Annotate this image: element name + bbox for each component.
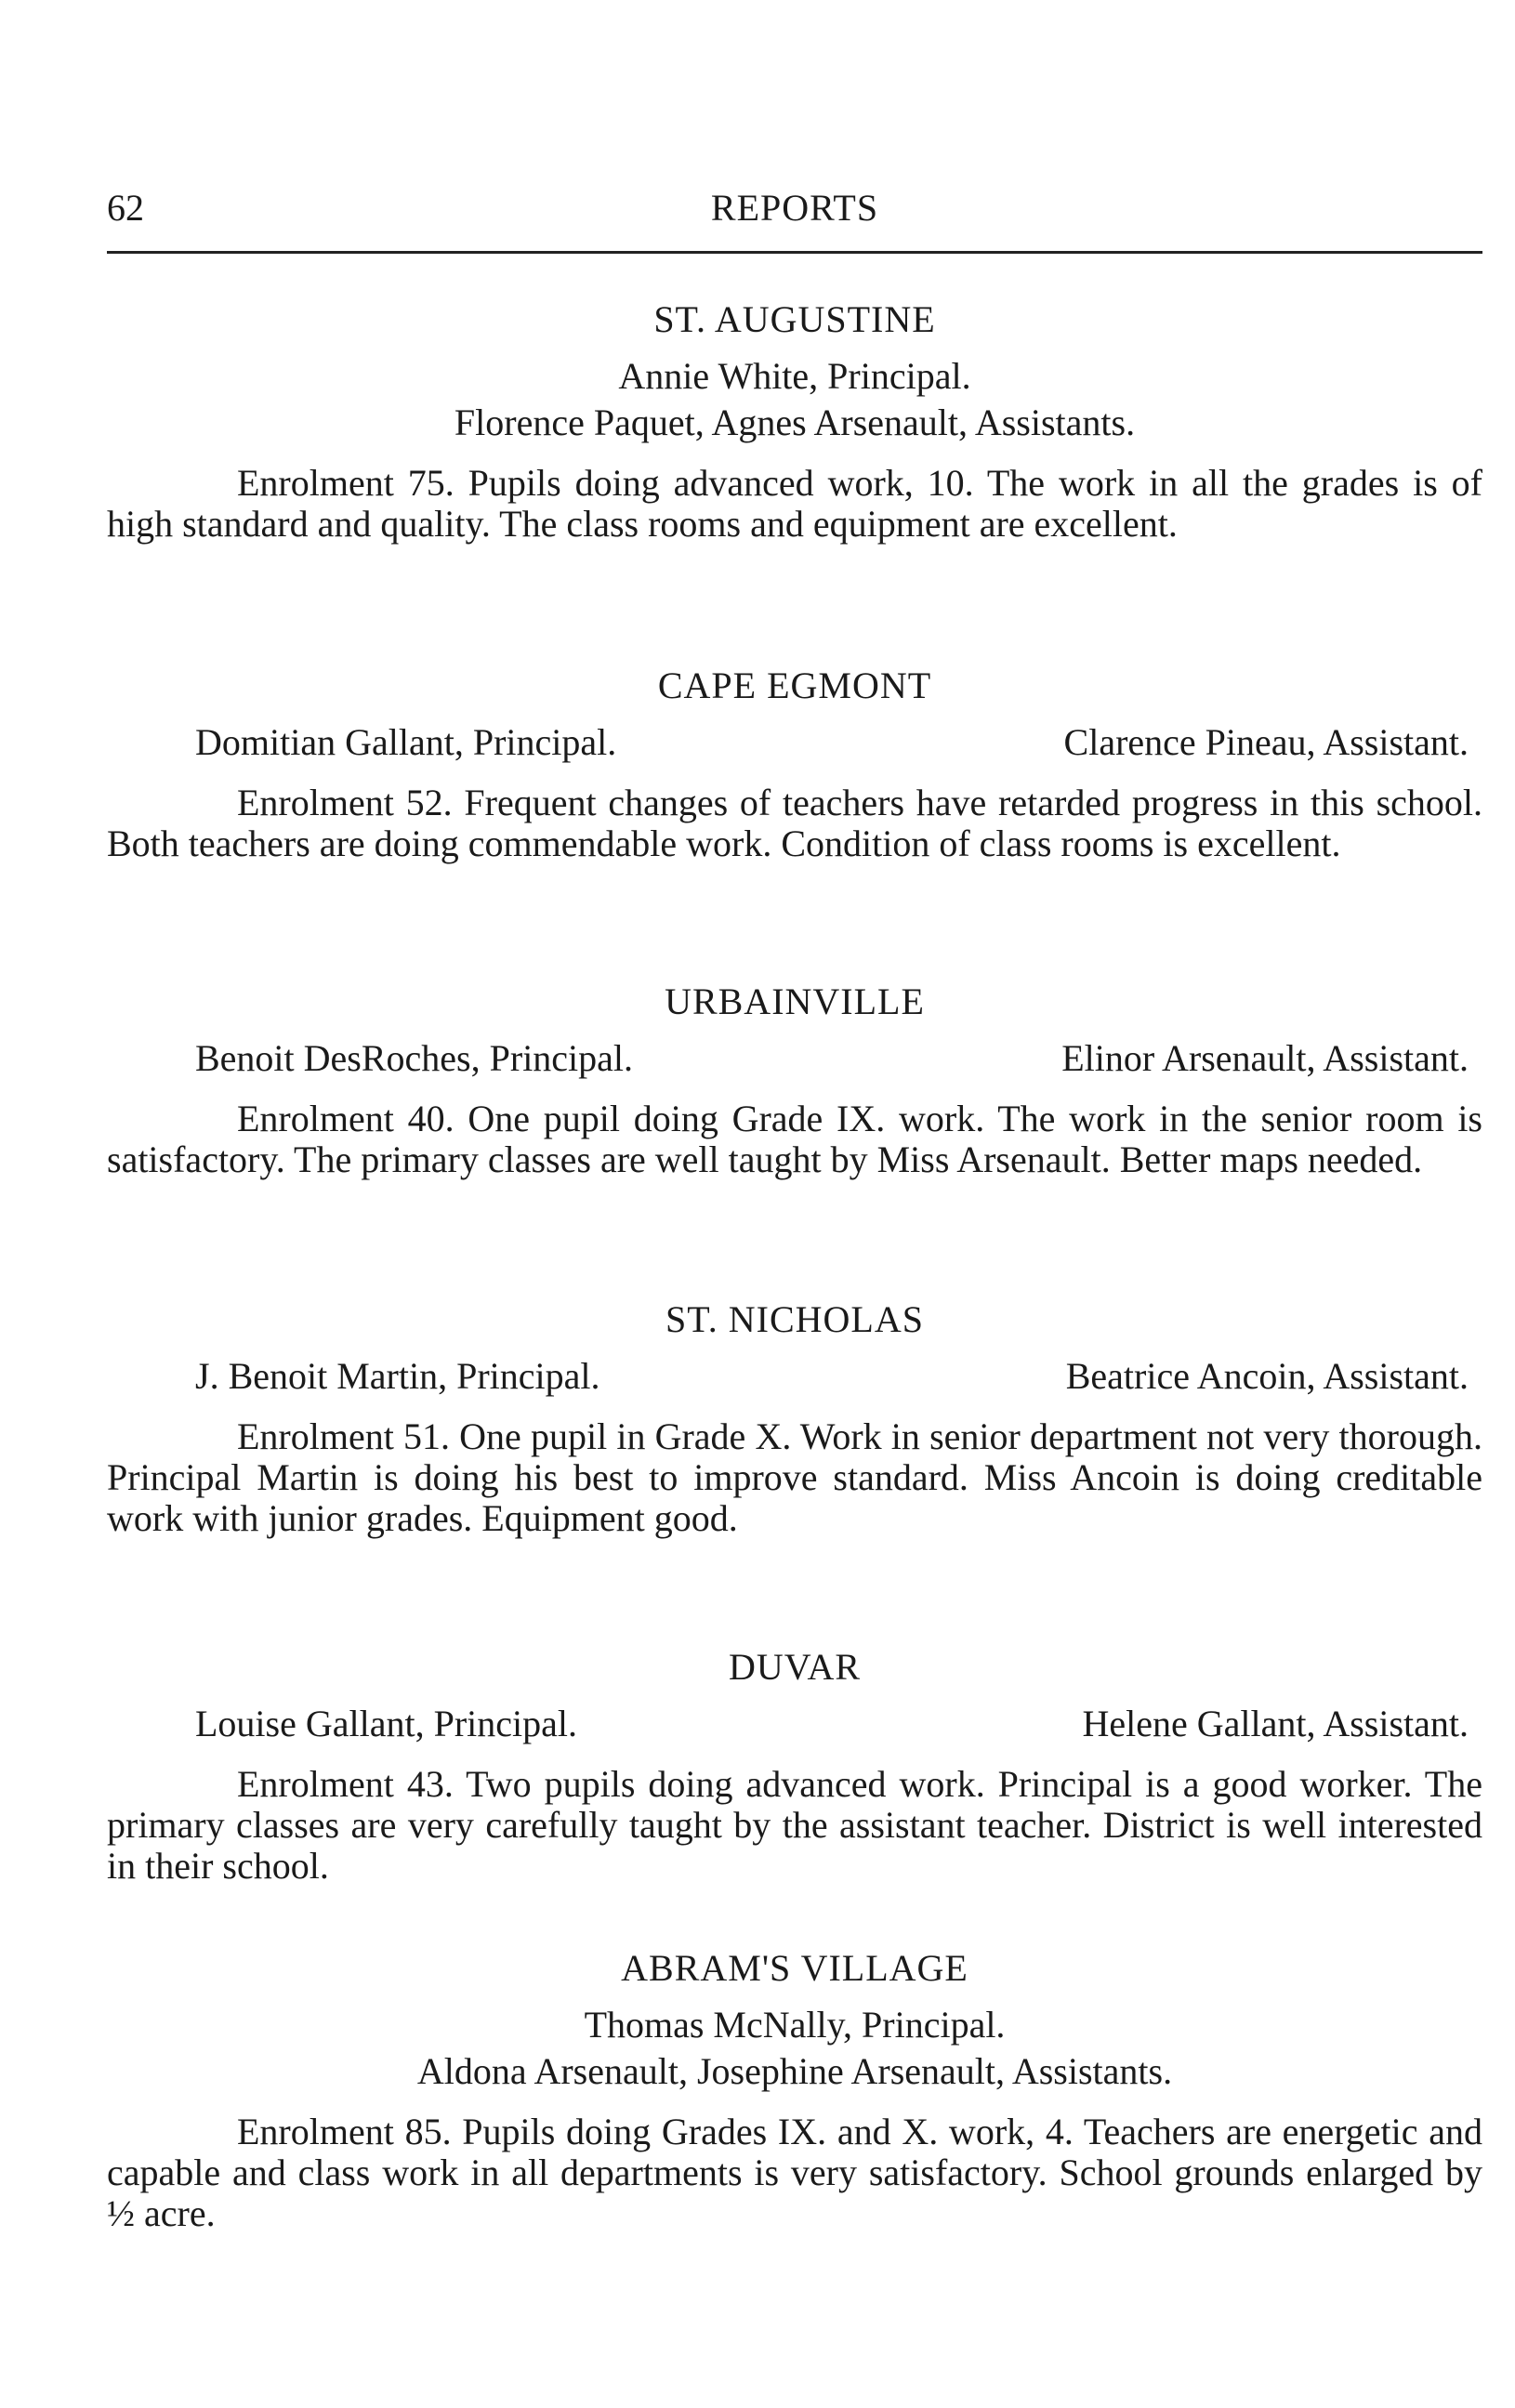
- staff-row: [107, 1035, 1482, 1082]
- staff-row: [107, 719, 1482, 766]
- section-text: Enrolment 51. One pupil in Grade X. Work in senior department not very thorough. Principal Martin is doing his best to improve standard. Miss Ancoin is doing creditable work with junior grades. Equipment good.: [107, 1415, 1482, 1539]
- section-title: ST. AUGUSTINE: [653, 298, 936, 340]
- assistant-name: Clarence Pineau, Assistant.: [1063, 721, 1469, 763]
- principal-line: Annie White, Principal.: [618, 355, 971, 397]
- section-title: ABRAM'S VILLAGE: [621, 1947, 968, 1989]
- principal-name: J. Benoit Martin, Principal.: [195, 1355, 600, 1397]
- principal-name: Domitian Gallant, Principal.: [195, 721, 617, 763]
- assistants-line: Aldona Arsenault, Josephine Arsenault, Assistants.: [416, 2050, 1173, 2092]
- section-urbainville: [107, 978, 1482, 1180]
- principal-name: Louise Gallant, Principal.: [195, 1703, 578, 1744]
- section-text: Enrolment 85. Pupils doing Grades IX. and X. work, 4. Teachers are energetic and capable and class work in all departments is very satisfactory. School grounds enlarged by ½ acre.: [107, 2111, 1482, 2234]
- section-title: ST. NICHOLAS: [665, 1298, 924, 1340]
- running-head: REPORTS: [710, 187, 879, 229]
- section-st-nicholas: [107, 1296, 1482, 1539]
- section-st-augustine: [107, 296, 1482, 545]
- section-title: URBAINVILLE: [665, 980, 925, 1022]
- assistants-line: Florence Paquet, Agnes Arsenault, Assistants.: [454, 401, 1136, 443]
- staff-row: [107, 1701, 1482, 1747]
- section-title: CAPE EGMONT: [657, 665, 932, 706]
- section-title: DUVAR: [728, 1646, 862, 1688]
- page-header: [107, 186, 1482, 254]
- principal-name: Benoit DesRoches, Principal.: [195, 1037, 634, 1079]
- section-duvar: [107, 1643, 1482, 1887]
- assistant-name: Helene Gallant, Assistant.: [1082, 1703, 1469, 1744]
- assistant-name: Beatrice Ancoin, Assistant.: [1065, 1355, 1469, 1397]
- principal-line: Thomas McNally, Principal.: [584, 2004, 1006, 2046]
- section-text: Enrolment 43. Two pupils doing advanced work. Principal is a good worker. The primary classes are very carefully taught by the assistant teacher. District is well interested in their school.: [107, 1763, 1482, 1887]
- section-text: Enrolment 52. Frequent changes of teachers have retarded progress in this school. Both teachers are doing commendable work. Condition of class rooms is excellent.: [107, 782, 1482, 864]
- page-number: 62: [107, 187, 144, 229]
- section-text: Enrolment 40. One pupil doing Grade IX. work. The work in the senior room is satisfactory. The primary classes are well taught by Miss Arsenault. Better maps needed.: [107, 1098, 1482, 1180]
- section-cape-egmont: [107, 662, 1482, 864]
- staff-row: [107, 1353, 1482, 1400]
- section-abrams-village: [107, 1944, 1482, 2234]
- section-text: Enrolment 75. Pupils doing advanced work, 10. The work in all the grades is of high standard and quality. The class rooms and equipment are excellent.: [107, 462, 1482, 545]
- assistant-name: Elinor Arsenault, Assistant.: [1061, 1037, 1469, 1079]
